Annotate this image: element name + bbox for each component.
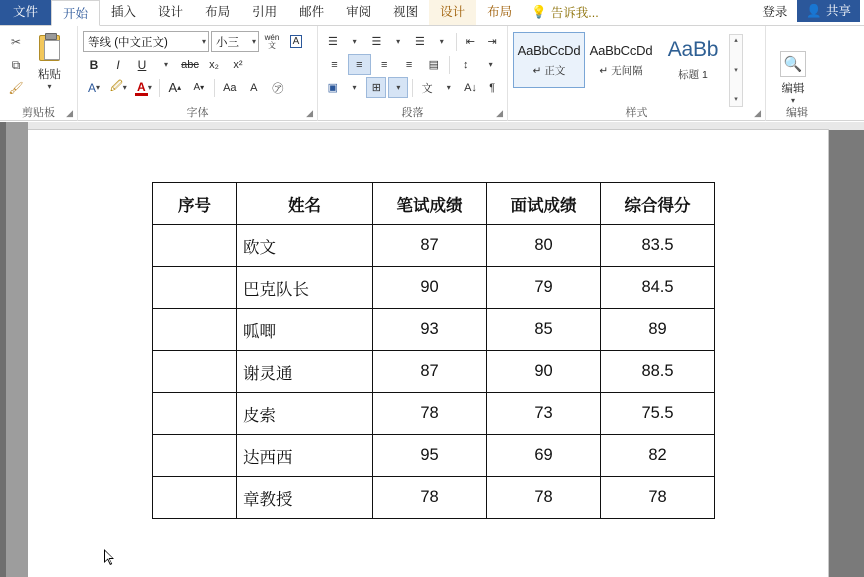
cell-total[interactable]: 89 [601, 309, 715, 351]
underline-dropdown[interactable] [155, 54, 177, 75]
grades-table-wrapper [152, 182, 715, 519]
clear-format-icon: A [250, 81, 258, 94]
font-size-value: 小三 [216, 36, 239, 49]
change-case-button[interactable] [219, 77, 241, 98]
ruler [0, 122, 864, 130]
ribbon-group-styles [508, 26, 766, 121]
cell-name[interactable]: 章教授 [237, 477, 373, 519]
underline-icon: U [137, 57, 147, 72]
italic-button[interactable] [107, 54, 129, 75]
table-header [153, 183, 715, 225]
table-row[interactable] [153, 477, 715, 519]
cell-total[interactable]: 83.5 [601, 225, 715, 267]
cell-written[interactable]: 78 [373, 393, 487, 435]
cell-written[interactable]: 93 [373, 309, 487, 351]
font-color-icon: A [135, 80, 148, 96]
style-preview: AaBb [667, 38, 719, 61]
cell-written[interactable]: 78 [373, 477, 487, 519]
table-row[interactable] [153, 309, 715, 351]
chevron-down-icon: ▾ [352, 83, 357, 92]
chevron-down-icon[interactable]: ▾ [790, 96, 795, 105]
shading-button[interactable] [323, 77, 343, 98]
cell-total[interactable]: 88.5 [601, 351, 715, 393]
borders-button[interactable] [366, 77, 386, 98]
font-name-value: 等线 (中文正文) [88, 36, 168, 49]
col-header-name: 姓名 [237, 183, 373, 225]
align-left-icon: ≡ [331, 58, 338, 71]
decrease-indent-button[interactable] [460, 31, 480, 52]
cell-interview[interactable]: 90 [487, 351, 601, 393]
chevron-down-icon: ▾ [251, 37, 256, 46]
shading-dropdown[interactable] [345, 77, 365, 98]
chevron-down-icon: ▾ [396, 83, 401, 92]
cell-name[interactable]: 欧文 [237, 225, 373, 267]
cut-button[interactable] [5, 32, 27, 52]
cell-index[interactable] [153, 267, 237, 309]
divider [214, 79, 215, 97]
align-left-button[interactable] [323, 54, 346, 75]
divider [449, 56, 450, 74]
decrease-indent-icon: ⇤ [465, 36, 475, 48]
justify-button[interactable] [398, 54, 421, 75]
cell-total[interactable]: 75.5 [601, 393, 715, 435]
style-preview: AaBbCcDd [517, 42, 581, 58]
search-icon: 🔍 [780, 51, 806, 77]
cell-total[interactable]: 78 [601, 477, 715, 519]
superscript-button[interactable] [227, 54, 249, 75]
tab-layout[interactable]: 布局 [205, 5, 231, 19]
style-item-heading1[interactable] [657, 32, 729, 88]
copy-icon: ⧉ [11, 57, 21, 72]
left-gutter [0, 122, 28, 577]
document-area[interactable] [0, 122, 864, 577]
paintbrush-icon: 🖌 [8, 81, 24, 95]
tab-review[interactable]: 审阅 [346, 5, 372, 19]
multilevel-dropdown[interactable] [432, 31, 452, 52]
cell-written[interactable]: 87 [373, 351, 487, 393]
style-item-normal[interactable] [513, 32, 585, 88]
bullets-button[interactable] [323, 31, 343, 52]
chevron-down-icon: ▾ [201, 37, 206, 46]
tab-insert[interactable]: 插入 [111, 5, 137, 19]
grow-font-icon: A [168, 80, 178, 95]
line-spacing-dropdown[interactable] [479, 54, 502, 75]
character-border-button[interactable] [285, 31, 307, 52]
tab-table-design[interactable]: 设计 [429, 0, 476, 25]
styles-gallery-scrollbar[interactable] [729, 34, 743, 107]
borders-dropdown[interactable] [388, 77, 408, 98]
chevron-down-icon: ▾ [96, 83, 101, 92]
asian-layout-dropdown[interactable] [439, 77, 459, 98]
cell-written[interactable]: 90 [373, 267, 487, 309]
paragraph-dialog-launcher[interactable]: ◢ [496, 108, 503, 118]
clear-formatting-button[interactable] [243, 77, 265, 98]
cell-interview[interactable]: 69 [487, 435, 601, 477]
table-row[interactable] [153, 351, 715, 393]
paste-label: 粘贴 [38, 69, 61, 81]
copy-button[interactable] [5, 55, 27, 75]
chevron-down-icon: ▾ [446, 83, 451, 92]
line-spacing-icon: ↕ [462, 58, 469, 71]
divider [159, 79, 160, 97]
font-size-combo[interactable] [211, 31, 259, 52]
grow-font-button[interactable]: A ▴ [168, 80, 182, 95]
asian-layout-button[interactable] [417, 77, 437, 98]
ribbon [0, 26, 864, 121]
chevron-down-icon: ▾ [439, 37, 444, 46]
cell-index[interactable] [153, 393, 237, 435]
format-painter-button[interactable] [5, 78, 27, 98]
distribute-button[interactable] [422, 54, 445, 75]
sign-in-button[interactable]: 登录 [762, 5, 788, 19]
underline-button[interactable] [131, 54, 153, 75]
increase-indent-button[interactable] [482, 31, 502, 52]
paragraph-group-label: 段落 [401, 107, 424, 119]
highlighter-icon: 🖉 [110, 79, 123, 93]
style-name: 标题 1 [678, 69, 708, 81]
asian-layout-icon: 文 [421, 82, 433, 95]
font-row-2 [83, 54, 312, 75]
cell-name[interactable]: 呱唧 [237, 309, 373, 351]
char-border-icon: A [290, 35, 303, 48]
chevron-down-icon: ▾ [147, 83, 152, 92]
cell-interview[interactable]: 78 [487, 477, 601, 519]
chevron-down-icon: ▾ [396, 37, 401, 46]
borders-icon: ⊞ [371, 82, 381, 94]
subscript-icon: x₂ [209, 58, 219, 71]
enclose-char-icon: ㋐ [272, 82, 284, 95]
chevron-down-icon: ▾ [163, 60, 168, 69]
tabbar-right [754, 0, 864, 25]
cell-interview[interactable]: 73 [487, 393, 601, 435]
sort-icon: A↓ [464, 81, 477, 94]
bullet-list-icon: ☰ [327, 36, 338, 48]
paragraph-row-2 [323, 54, 502, 75]
cell-written[interactable]: 95 [373, 435, 487, 477]
bold-button[interactable] [83, 54, 105, 75]
ribbon-group-paragraph [318, 26, 508, 121]
table-header-row [153, 183, 715, 225]
chevron-down-icon[interactable]: ▾ [47, 82, 52, 91]
share-icon: 👤 [806, 4, 822, 18]
superscript-icon: x² [233, 58, 243, 71]
share-button[interactable] [797, 0, 860, 22]
table-row[interactable] [153, 225, 715, 267]
paragraph-row-3 [323, 77, 502, 98]
cell-interview[interactable]: 85 [487, 309, 601, 351]
scroll-up-icon[interactable]: ▴ [734, 37, 738, 44]
shrink-font-icon: A [193, 82, 201, 93]
clipboard-group-label: 剪贴板 [22, 107, 55, 119]
phonetic-icon: wén 文 [264, 32, 280, 50]
cell-total[interactable]: 84.5 [601, 267, 715, 309]
cell-total[interactable]: 82 [601, 435, 715, 477]
scissors-icon: ✂ [10, 35, 22, 49]
tab-mailings[interactable]: 邮件 [299, 5, 325, 19]
align-center-icon: ≡ [356, 58, 363, 71]
text-highlight-button[interactable] [107, 77, 130, 98]
cell-name[interactable]: 巴克队长 [237, 267, 373, 309]
tab-view[interactable]: 视图 [393, 5, 419, 19]
bullets-dropdown[interactable] [345, 31, 365, 52]
col-header-total: 综合得分 [601, 183, 715, 225]
styles-group-label: 样式 [625, 107, 648, 119]
clipboard-dialog-launcher[interactable]: ◢ [66, 108, 73, 118]
tell-me-label: 告诉我... [550, 6, 599, 20]
font-group-label: 字体 [186, 107, 209, 119]
editing-label: 编辑 [781, 83, 805, 95]
styles-dialog-launcher[interactable]: ◢ [754, 108, 761, 118]
style-preview: AaBbCcDd [589, 42, 653, 58]
styles-more-icon[interactable]: ▾ [734, 96, 738, 103]
chevron-down-icon: ▾ [122, 83, 127, 92]
cell-name[interactable]: 谢灵通 [237, 351, 373, 393]
cell-interview[interactable]: 79 [487, 267, 601, 309]
increase-indent-icon: ⇥ [487, 36, 497, 48]
strikethrough-icon: abc [181, 58, 199, 71]
cell-name[interactable]: 达西西 [237, 435, 373, 477]
cell-index[interactable] [153, 225, 237, 267]
subscript-button[interactable] [203, 54, 225, 75]
cell-name[interactable]: 皮索 [237, 393, 373, 435]
text-effects-button[interactable] [83, 77, 105, 98]
col-header-written: 笔试成绩 [373, 183, 487, 225]
table-row[interactable] [153, 393, 715, 435]
shading-icon: ▣ [327, 82, 339, 94]
justify-icon: ≡ [405, 58, 413, 71]
divider [412, 79, 413, 97]
font-color-button[interactable] [132, 77, 155, 98]
tab-table-layout[interactable]: 布局 [487, 5, 513, 19]
lightbulb-icon: 💡 [531, 4, 547, 19]
tab-home[interactable]: 开始 [51, 0, 100, 26]
strikethrough-button[interactable] [179, 54, 201, 75]
document-page[interactable] [28, 130, 828, 577]
editing-group-label: 编辑 [786, 107, 808, 119]
font-name-combo[interactable] [83, 31, 209, 52]
numbered-list-icon: ☰ [371, 36, 382, 48]
text-effects-icon: A [87, 80, 96, 95]
phonetic-guide-button[interactable] [261, 31, 283, 52]
font-dialog-launcher[interactable]: ◢ [306, 108, 313, 118]
cell-index[interactable] [153, 435, 237, 477]
cell-written[interactable]: 87 [373, 225, 487, 267]
pilcrow-icon: ¶ [489, 81, 496, 94]
chevron-down-icon: ▾ [488, 60, 493, 69]
divider [456, 33, 457, 51]
table-row[interactable] [153, 267, 715, 309]
sort-button[interactable] [461, 77, 481, 98]
cell-index[interactable] [153, 351, 237, 393]
ribbon-group-clipboard [0, 26, 78, 121]
ribbon-tab-bar [0, 0, 864, 26]
change-case-icon: Aa [223, 81, 237, 94]
multilevel-list-button[interactable] [410, 31, 430, 52]
ribbon-group-editing [766, 26, 828, 121]
cell-index[interactable] [153, 477, 237, 519]
line-spacing-button[interactable] [454, 54, 477, 75]
font-row-1 [83, 31, 312, 52]
bold-icon: B [89, 57, 99, 72]
col-header-index: 序号 [153, 183, 237, 225]
tab-references[interactable]: 引用 [252, 5, 278, 19]
col-header-interview: 面试成绩 [487, 183, 601, 225]
tab-design[interactable]: 设计 [158, 5, 184, 19]
align-center-button[interactable] [348, 54, 371, 75]
share-label: 共享 [825, 4, 851, 18]
chevron-down-icon: ▾ [352, 37, 357, 46]
numbering-button[interactable] [367, 31, 387, 52]
tell-me-box[interactable] [523, 0, 607, 25]
align-right-icon: ≡ [380, 58, 388, 71]
scroll-down-icon[interactable]: ▾ [734, 66, 738, 74]
ribbon-group-font [78, 26, 318, 121]
distribute-icon: ▤ [428, 59, 440, 71]
table-row[interactable] [153, 435, 715, 477]
style-name: ↵ 正文 [532, 64, 566, 77]
cell-interview[interactable]: 80 [487, 225, 601, 267]
cell-index[interactable] [153, 309, 237, 351]
multilevel-list-icon: ☰ [415, 36, 425, 48]
tab-file[interactable]: 文件 [0, 0, 51, 25]
shrink-font-button[interactable]: A ▾ [193, 82, 205, 93]
style-item-no-spacing[interactable] [585, 32, 657, 88]
enclose-character-button[interactable] [267, 77, 289, 98]
paragraph-row-1 [323, 31, 502, 52]
align-right-button[interactable] [373, 54, 396, 75]
paste-icon [35, 31, 65, 65]
italic-icon: I [116, 57, 120, 72]
table-body [153, 225, 715, 519]
numbering-dropdown[interactable] [388, 31, 408, 52]
grades-table[interactable] [152, 182, 715, 519]
style-name: ↵ 无间隔 [599, 64, 643, 77]
show-marks-button[interactable] [482, 77, 502, 98]
font-row-3 [83, 77, 312, 98]
